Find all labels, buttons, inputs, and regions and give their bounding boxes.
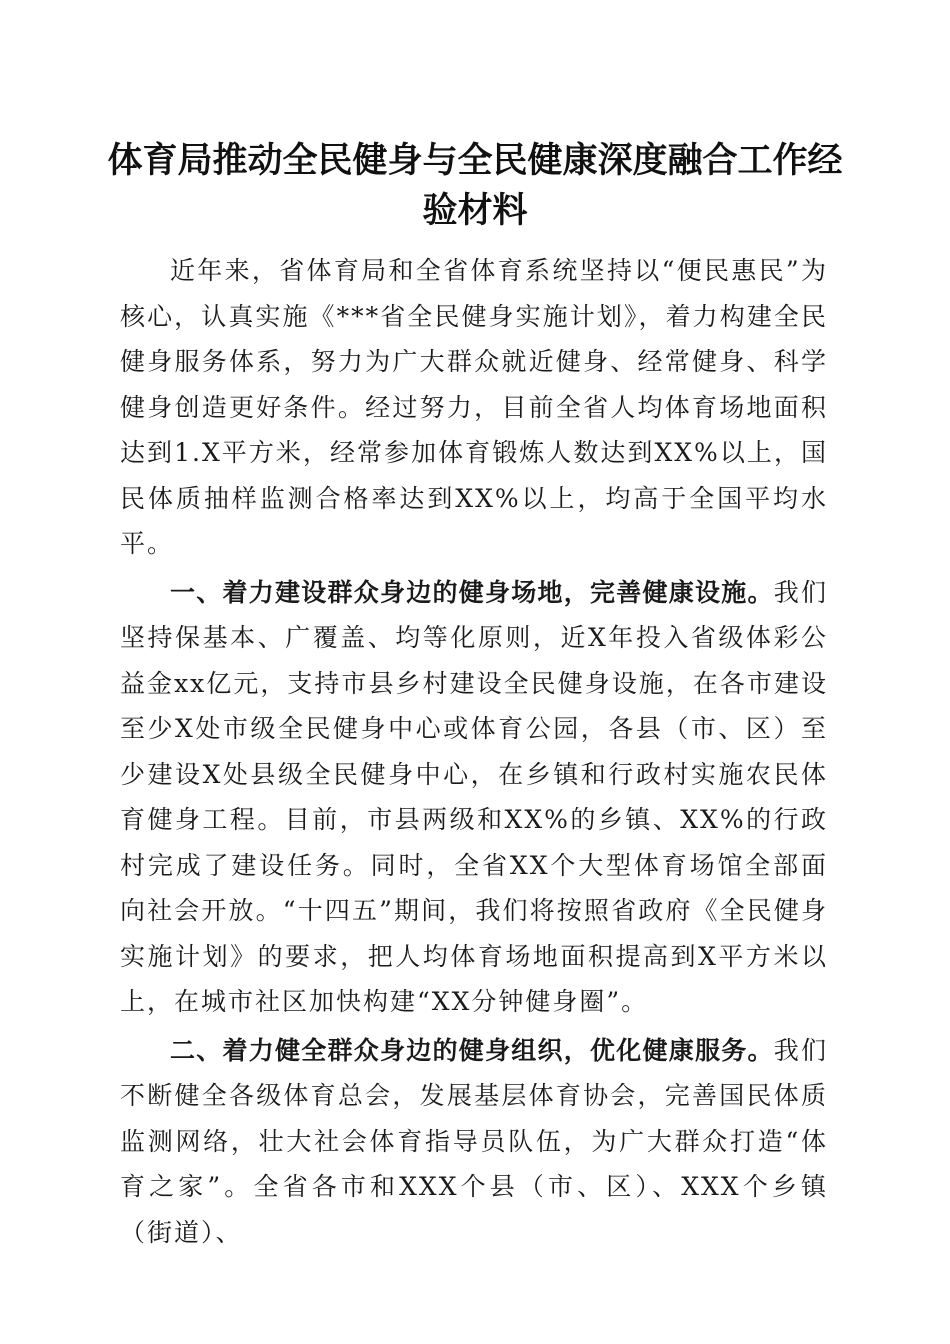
section-1-paragraph — [120, 570, 828, 1025]
section-2-text: 我们不断健全各级体育总会，发展基层体育协会，完善国民体质监测网络，壮大社会体育指导员队伍，为广大群众打造“体育之家”。全省各市和XXX个县（市、区）、XXX个乡镇（街道）、 — [120, 1035, 828, 1247]
section-1-heading: 一、着力建设群众身边的健身场地，完善健康设施。 — [170, 577, 774, 607]
intro-paragraph — [120, 248, 828, 567]
document-body — [120, 248, 828, 1255]
section-2-paragraph — [120, 1028, 828, 1256]
section-2-heading: 二、着力健全群众身边的健身组织，优化健康服务。 — [170, 1035, 774, 1065]
document-title: 体育局推动全民健身与全民健康深度融合工作经验材料 — [107, 140, 843, 231]
section-1-text: 我们坚持保基本、广覆盖、均等化原则，近X年投入省级体彩公益金xx亿元，支持市县乡村建设全民健身设施，在各市建设至少X处市级全民健身中心或体育公园，各县（市、区）至少建设X处县级全民健身中心，在乡镇和行政村实施农民体育健身工程。目前，市县两级和XX%的乡镇、XX%的行政村完成了建设任务。同时，全省XX个大型体育场馆全部面向社会开放。“十四五”期间，我们将按照省政府《全民健身实施计划》的要求，把人均体育场地面积提高到X平方米以上，在城市社区加快构建“XX分钟健身圈”。 — [120, 577, 828, 1016]
intro-paragraph-text: 近年来，省体育局和全省体育系统坚持以“便民惠民”为核心，认真实施《***省全民健身实施计划》，着力构建全民健身服务体系，努力为广大群众就近健身、经常健身、科学健身创造更好条件。经过努力，目前全省人均体育场地面积达到1.X平方米，经常参加体育锻炼人数达到XX%以上，国民体质抽样监测合格率达到XX%以上，均高于全国平均水平。 — [120, 256, 828, 558]
